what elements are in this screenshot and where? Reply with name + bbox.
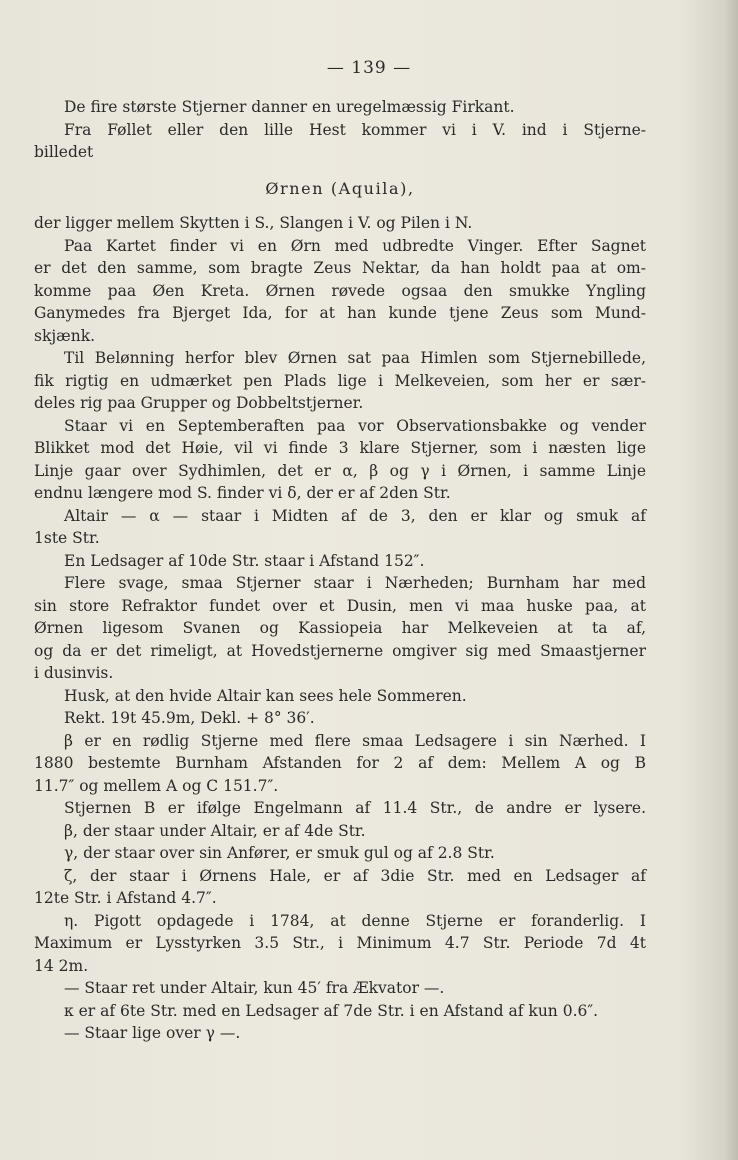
page-number: — 139 — xyxy=(326,58,412,78)
text-line: Blikket mod det Høie, vil vi finde 3 klare Stjerner, som i næsten lige xyxy=(34,439,646,457)
text-line: der ligger mellem Skytten i S., Slangen i V. og Pilen i N. xyxy=(34,214,473,232)
text-line: Husk, at den hvide Altair kan sees hele Sommeren. xyxy=(64,686,467,705)
text-line: Linje gaar over Sydhimlen, det er α, β og γ i Ørnen, i samme Linje xyxy=(34,461,646,480)
text-line: κ er af 6te Str. med en Ledsager af 7de Str. i en Afstand af kun 0.6″. xyxy=(64,1001,599,1020)
text-line: skjænk. xyxy=(34,326,96,345)
text-line: — Staar ret under Altair, kun 45′ fra Ækvator —. xyxy=(64,979,445,997)
text-line: Staar vi en Septemberaften paa vor Observationsbakke og vender xyxy=(64,416,646,435)
text-line: Altair — α — staar i Midten af de 3, den er klar og smuk af xyxy=(64,506,646,525)
text-line: 14 2m. xyxy=(34,956,89,975)
text-line: billedet xyxy=(34,143,94,161)
body-text xyxy=(34,96,646,1045)
text-line: Maximum er Lysstyrken 3.5 Str., i Minimum 4.7 Str. Periode 7d 4t xyxy=(34,934,646,952)
section-heading: Ørnen (Aquila), xyxy=(265,178,415,198)
text-line: Stjernen B er ifølge Engelmann af 11.4 Str., de andre er lysere. xyxy=(64,799,646,817)
text-line: De fire største Stjerner danner en uregelmæssig Firkant. xyxy=(64,98,515,116)
text-line: ζ, der staar i Ørnens Hale, er af 3die Str. med en Ledsager af xyxy=(64,866,646,885)
text-line: — Staar lige over γ —. xyxy=(64,1024,241,1042)
text-line: Til Belønning herfor blev Ørnen sat paa Himlen som Stjernebillede, xyxy=(64,349,646,367)
text-line: Ganymedes fra Bjerget Ida, for at han kunde tjene Zeus som Mund- xyxy=(34,304,646,322)
text-line: 11.7″ og mellem A og C 151.7″. xyxy=(34,776,279,795)
text-line: β, der staar under Altair, er af 4de Str. xyxy=(64,821,366,840)
text-line: Rekt. 19t 45.9m, Dekl. + 8° 36′. xyxy=(64,709,315,727)
text-line: γ, der staar over sin Anfører, er smuk gul og af 2.8 Str. xyxy=(64,844,495,862)
text-line: 1ste Str. xyxy=(34,529,100,547)
text-line: i dusinvis. xyxy=(34,664,114,682)
text-line: En Ledsager af 10de Str. staar i Afstand 152″. xyxy=(64,551,425,570)
book-spine-edge xyxy=(722,0,738,1160)
text-line: β er en rødlig Stjerne med flere smaa Ledsagere i sin Nærhed. I xyxy=(64,731,646,750)
text-line: deles rig paa Grupper og Dobbeltstjerner. xyxy=(34,394,364,412)
text-line: er det den samme, som bragte Zeus Nektar, da han holdt paa at om- xyxy=(34,259,646,277)
text-line: 1880 bestemte Burnham Afstanden for 2 af dem: Mellem A og B xyxy=(34,754,646,772)
text-line: Ørnen ligesom Svanen og Kassiopeia har Melkeveien at ta af, xyxy=(34,619,646,637)
text-line: 12te Str. i Afstand 4.7″. xyxy=(34,889,217,907)
text-line: Paa Kartet finder vi en Ørn med udbredte Vinger. Efter Sagnet xyxy=(64,236,646,255)
text-line: η. Pigott opdagede i 1784, at denne Stjerne er foranderlig. I xyxy=(64,911,646,930)
text-line: fik rigtig en udmærket pen Plads lige i Melkeveien, som her er sær- xyxy=(34,371,646,390)
text-line: komme paa Øen Kreta. Ørnen røvede ogsaa den smukke Yngling xyxy=(34,281,646,300)
text-line: sin store Refraktor fundet over et Dusin, men vi maa huske paa, at xyxy=(34,596,646,615)
text-line: og da er det rimeligt, at Hovedstjernerne omgiver sig med Smaastjerner xyxy=(34,641,646,660)
text-line: Fra Føllet eller den lille Hest kommer vi i V. ind i Stjerne- xyxy=(64,120,646,139)
text-line: Flere svage, smaa Stjerner staar i Nærheden; Burnham har med xyxy=(64,574,646,592)
text-line: endnu længere mod S. finder vi δ, der er af 2den Str. xyxy=(34,484,451,502)
